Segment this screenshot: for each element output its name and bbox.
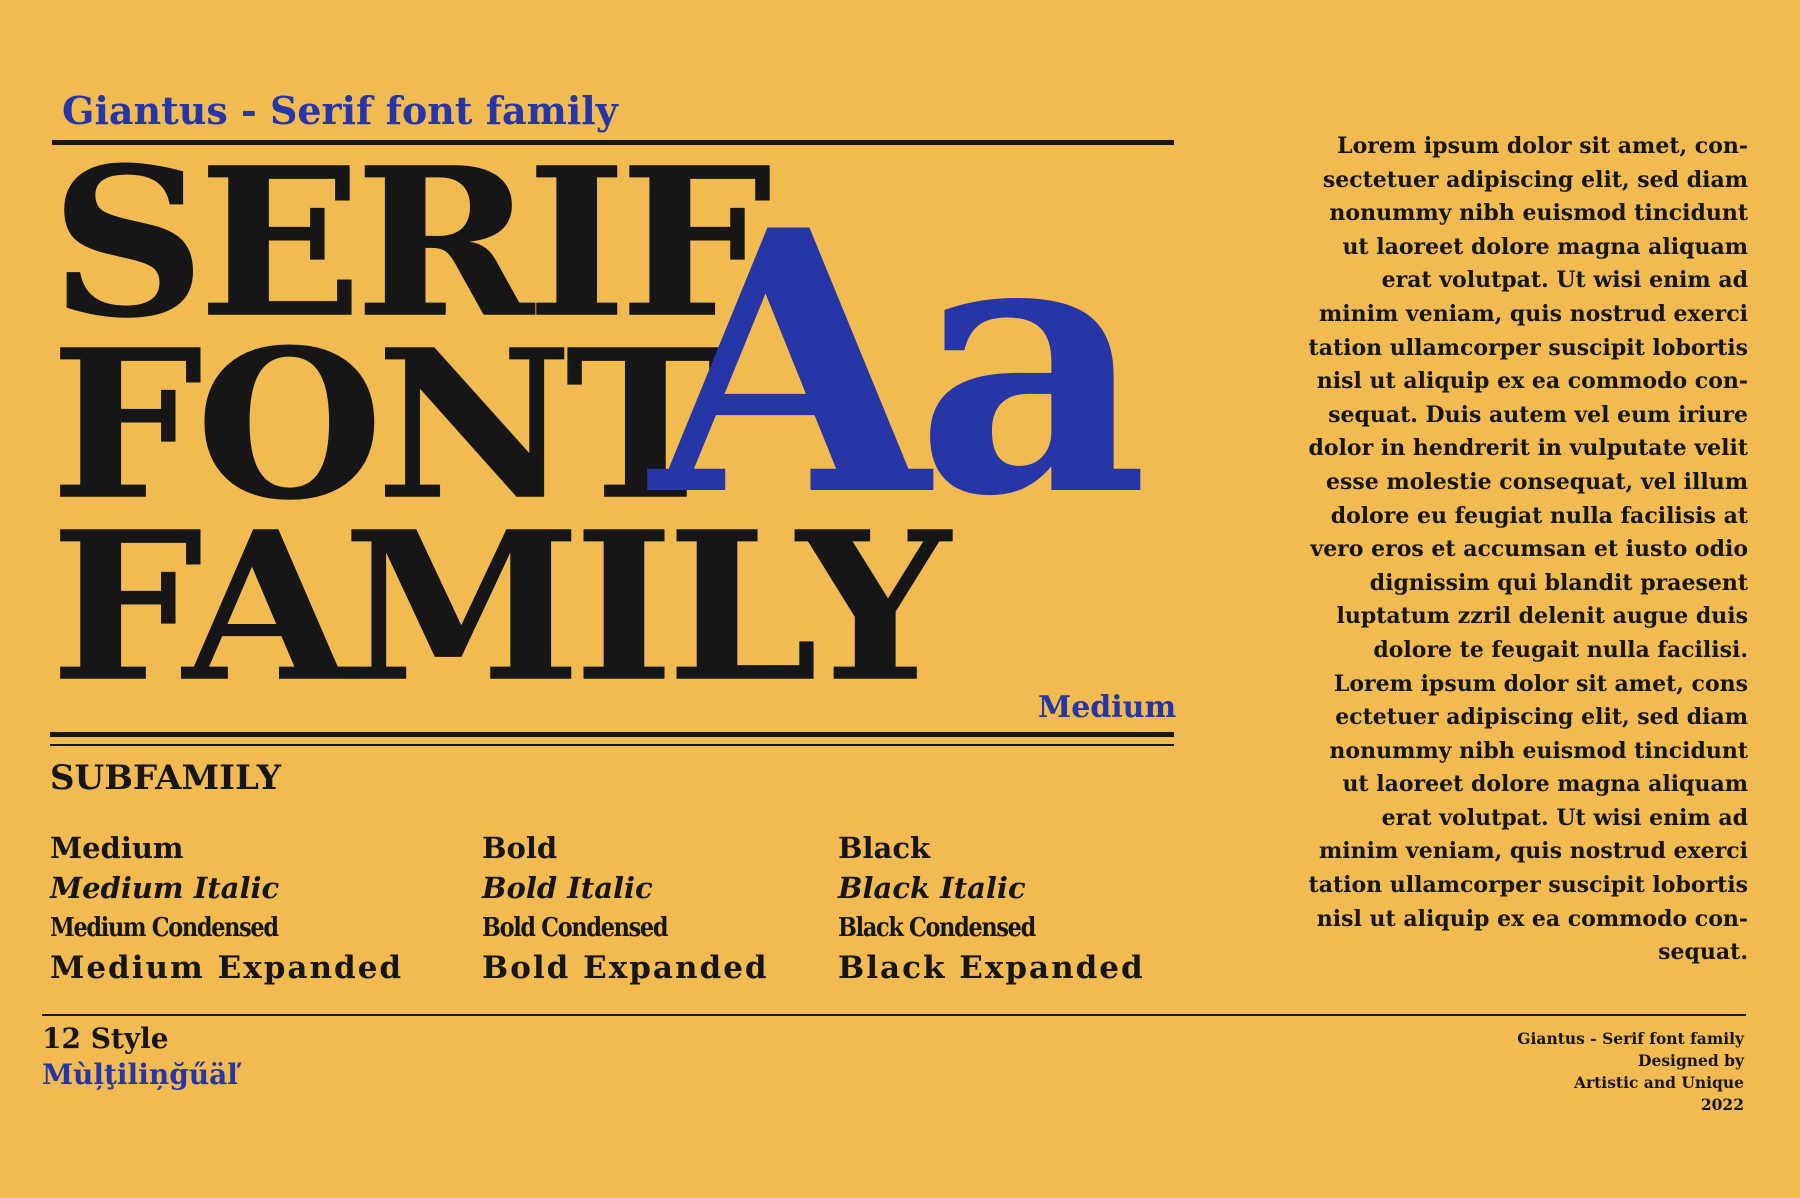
hero-glyphs: Aa: [650, 152, 1135, 575]
style-medium: Medium: [50, 831, 184, 865]
style-bold-italic: Bold Italic: [482, 871, 653, 905]
hero-divider-thin: [50, 744, 1174, 746]
footer-divider: [42, 1014, 1746, 1016]
style-black-italic: Black Italic: [838, 871, 1026, 905]
body-text: Lorem ipsum dolor sit amet, con- sectetuer adipiscing elit, sed diam nonummy nibh euismod tincidunt ut laoreet dolore magna aliquam erat volutpat. Ut wisi enim ad minim veniam, quis nostrud exerci tation ullamcorper suscipit lobortis nisl ut aliquip ex ea commodo con- sequat. Duis autem vel eum iriure dolor in hendrerit in vulputate velit esse molestie consequat, vel illum dolore eu feugiat nulla facilisis at vero eros et accumsan et iusto odio dignissim qui blandit praesent luptatum zzril delenit augue duis dolore te feugait nulla facilisi. Lorem ipsum dolor sit amet, cons ectetuer adipiscing elit, sed diam nonummy nibh euismod tincidunt ut laoreet dolore magna aliquam erat volutpat. Ut wisi enim ad minim veniam, quis nostrud exerci tation ullamcorper suscipit lobortis nisl ut aliquip ex ea commodo con- sequat.: [1308, 133, 1748, 966]
style-black: Black: [838, 831, 931, 865]
style-medium-italic: Medium Italic: [50, 871, 280, 905]
style-bold-condensed: Bold Condensed: [482, 913, 668, 943]
multilingual-label: Mùļţiliņğűäľ: [42, 1058, 238, 1091]
style-medium-expanded: Medium Expanded: [50, 950, 404, 986]
subfamily-column-bold: [482, 828, 769, 988]
credit-line: Designed by: [1638, 1051, 1744, 1070]
credit-block: [1400, 1028, 1744, 1116]
weight-label: Medium: [1038, 690, 1177, 725]
subfamily-heading: SUBFAMILY: [50, 758, 282, 798]
hero-word-family: FAMILY: [50, 485, 943, 728]
credit-line: Artistic and Unique: [1573, 1073, 1744, 1092]
style-bold-expanded: Bold Expanded: [482, 950, 769, 986]
hero-word-serif: SERIF: [50, 121, 765, 364]
style-medium-condensed: Medium Condensed: [50, 913, 278, 943]
subfamily-column-medium: [50, 828, 403, 988]
hero-divider-thick: [50, 732, 1174, 737]
page-title: Giantus - Serif font family: [62, 88, 618, 133]
hero-word-font: FONT: [50, 303, 718, 546]
style-black-expanded: Black Expanded: [838, 950, 1145, 986]
style-count: 12 Style: [42, 1022, 169, 1055]
style-bold: Bold: [482, 831, 558, 865]
style-black-condensed: Black Condensed: [838, 913, 1035, 943]
subfamily-column-black: [838, 828, 1145, 988]
credit-year: 2022: [1700, 1095, 1744, 1114]
credit-line: Giantus - Serif font family: [1517, 1029, 1744, 1048]
